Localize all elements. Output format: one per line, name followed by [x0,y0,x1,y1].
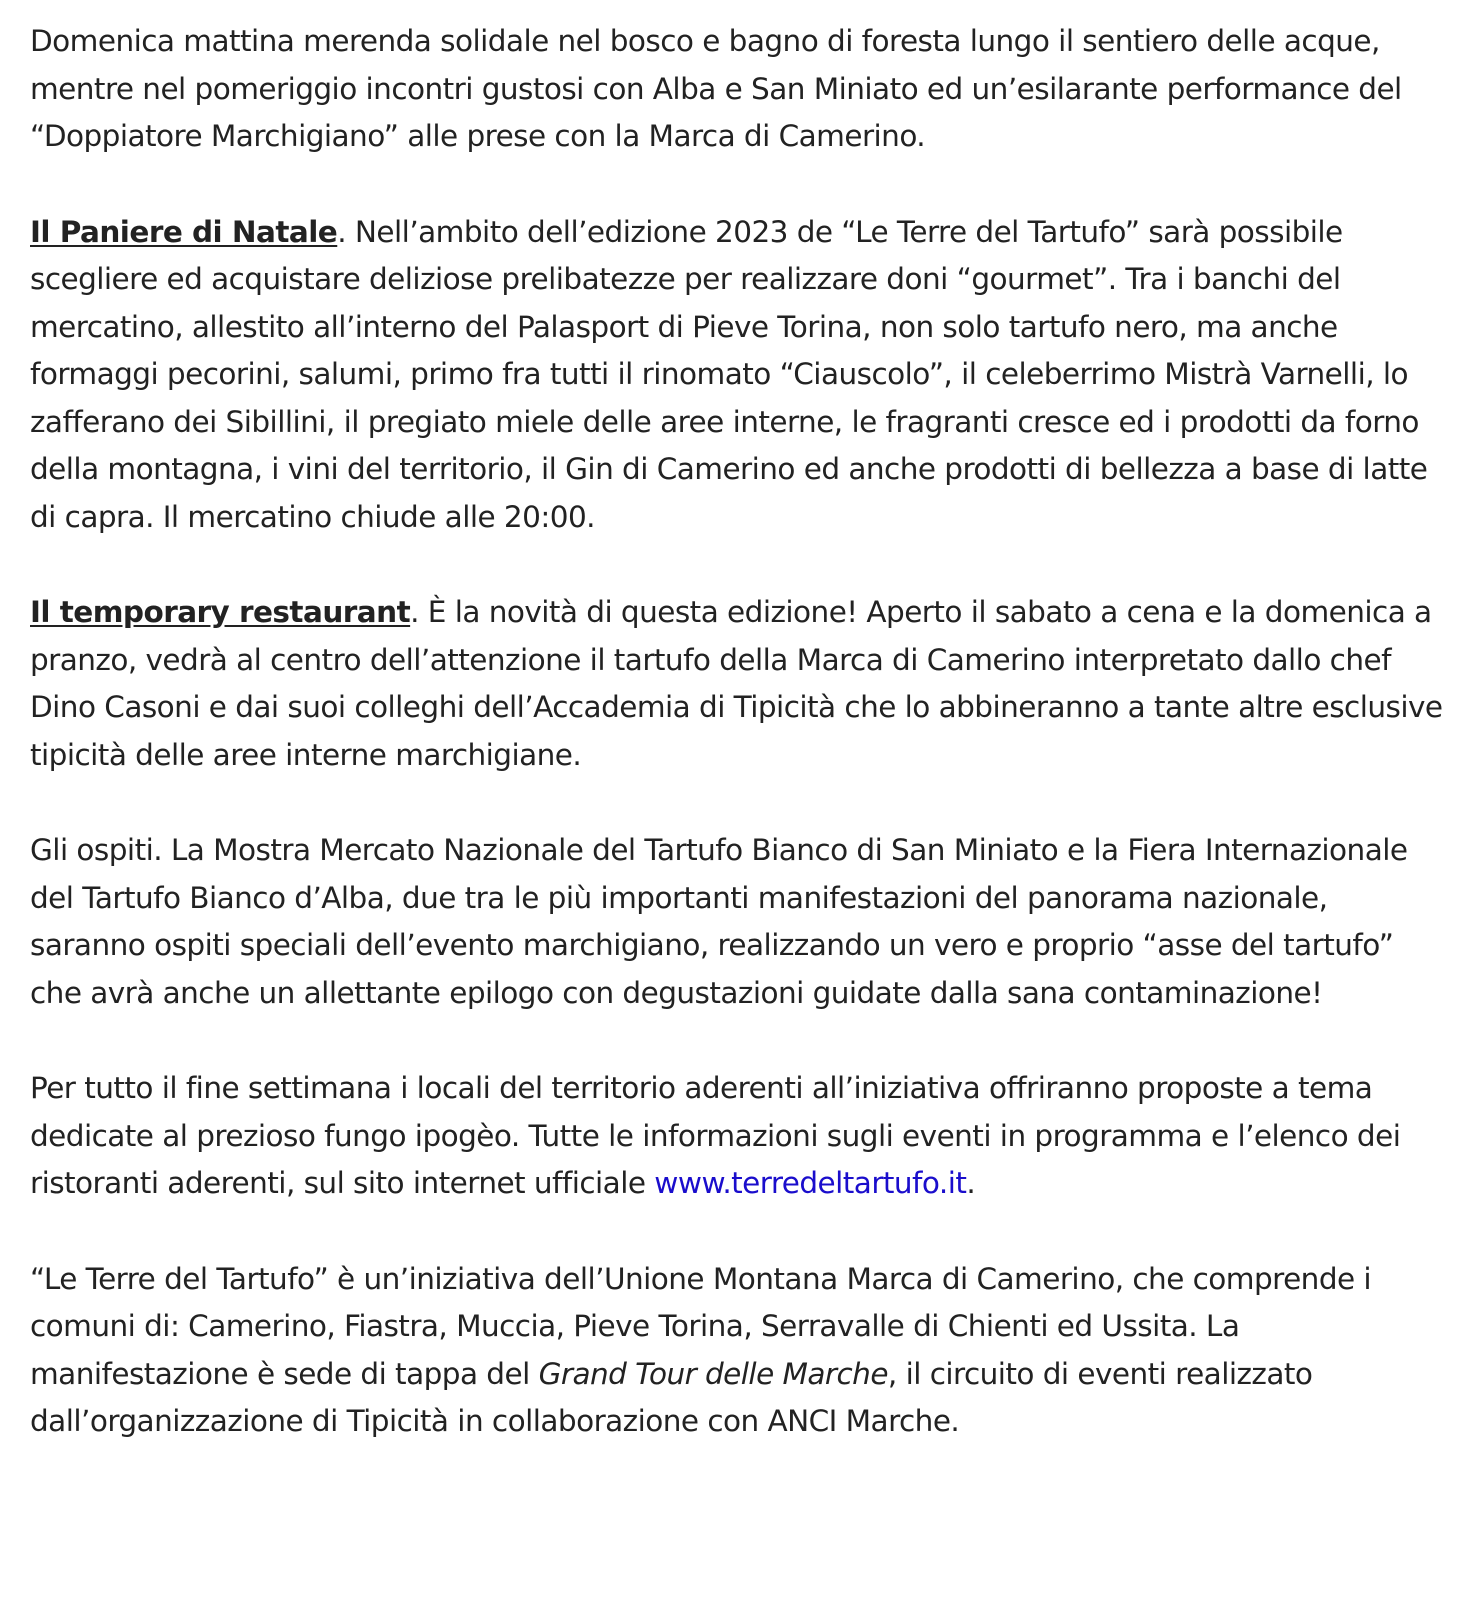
christmas-basket-text: . Nell’ambito dell’edizione 2023 de “Le Terre del Tartufo” sarà possibile scegliere ed acquistare deliziose prelibatezze per realizzare doni “gourmet”. Tra i banchi del mercatino, allestito all’interno del Palasport di Pieve Torina, non solo tartufo nero, ma anche formaggi pecorini, salumi, primo fra tutti il rinomato “Ciauscolo”, il celeberrimo Mistrà Varnelli, lo zafferano dei Sibillini, il pregiato miele delle aree interne, le fragranti cresce ed i prodotti da forno della montagna, i vini del territorio, il Gin di Camerino ed anche prodotti di bellezza a base di latte di capra. Il mercatino chiude alle 20:00. [30,214,1428,534]
official-site-link[interactable]: www.terredeltartufo.it [654,1166,967,1200]
paragraph-about [30,1256,1450,1446]
article-body [30,18,1450,1494]
temporary-restaurant-heading: Il temporary restaurant [30,595,411,629]
paragraph-sunday [30,18,1450,161]
paragraph-christmas-basket [30,209,1450,542]
grand-tour-title: Grand Tour delle Marche [538,1356,888,1391]
about-text-before: “Le Terre del Tartufo” è un’iniziativa dell’Unione Montana Marca di Camerino, che comprende i comuni di: Camerino, Fiastra, Muccia, Pieve Torina, Serravalle di Chienti ed Ussita. La manifestazione è sede di tappa del [30,1261,1372,1391]
guests-text: Gli ospiti. La Mostra Mercato Nazionale del Tartufo Bianco di San Miniato e la Fiera Internazionale del Tartufo Bianco d’Alba, due tra le più importanti manifestazioni del panorama nazionale, saranno ospiti speciali dell’evento marchigiano, realizzando un vero e proprio “asse del tartufo” che avrà anche un allettante epilogo con degustazioni guidate dalla sana contaminazione! [30,833,1408,1010]
weekend-info-period: . [966,1166,976,1200]
paragraph-sunday-text: Domenica mattina merenda solidale nel bosco e bagno di foresta lungo il sentiero delle acque, mentre nel pomeriggio incontri gustosi con Alba e San Miniato ed un’esilarante performance del “Doppiatore Marchigiano” alle prese con la Marca di Camerino. [30,24,1402,153]
christmas-basket-heading: Il Paniere di Natale [30,214,338,249]
weekend-info-text: Per tutto il fine settimana i locali del territorio aderenti all’iniziativa offriranno proposte a tema dedicate al prezioso fungo ipogèo. Tutte le informazioni sugli eventi in programma e l’elenco dei ristoranti aderenti, sul sito internet ufficiale [30,1071,1401,1200]
paragraph-temporary-restaurant [30,589,1450,779]
paragraph-weekend-info [30,1065,1450,1208]
temporary-restaurant-text: . È la novità di questa edizione! Aperto il sabato a cena e la domenica a pranzo, vedrà al centro dell’attenzione il tartufo della Marca di Camerino interpretato dallo chef Dino Casoni e dai suoi colleghi dell’Accademia di Tipicità che lo abbineranno a tante altre esclusive tipicità delle aree interne marchigiane. [30,595,1443,772]
about-text-after: , il circuito di eventi realizzato dall’organizzazione di Tipicità in collaborazione con ANCI Marche. [30,1356,1313,1438]
paragraph-guests [30,827,1450,1017]
